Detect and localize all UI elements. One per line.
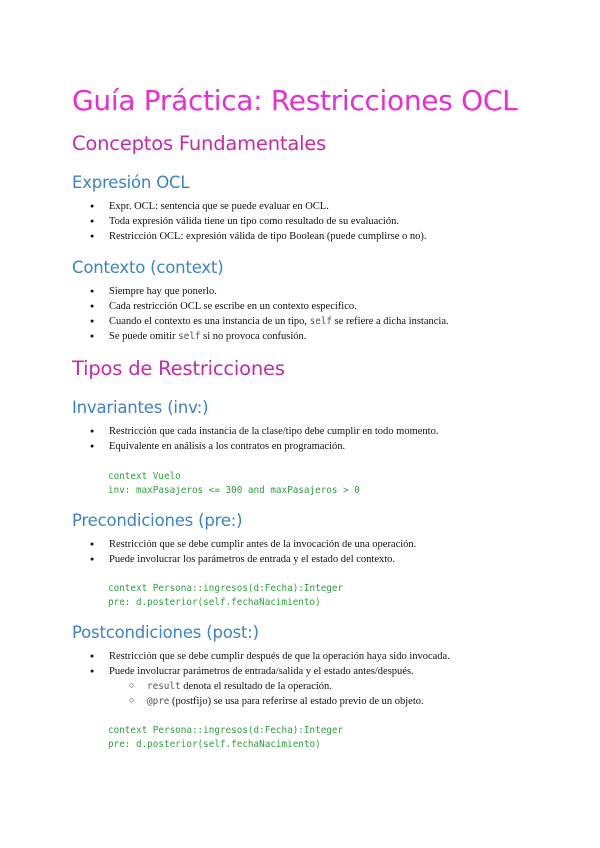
list-item: ● Restricción que se debe cumplir después de que la operación haya sido invocada.	[72, 649, 542, 664]
sub-bullet-list	[109, 679, 542, 709]
code-line: inv: maxPasajeros <= 300 and maxPasajeros > 0	[108, 485, 360, 496]
code-line: pre: d.posterior(self.fechaNacimiento)	[108, 739, 321, 750]
list-item: ● Equivalente en análisis a los contratos en programación.	[72, 439, 542, 454]
inline-code: @pre	[147, 696, 170, 707]
section-heading-tipos: Tipos de Restricciones	[72, 357, 285, 380]
list-item-text: (postfijo) se usa para referirse al estado previo de un objeto.	[169, 696, 424, 707]
inline-code: self	[309, 316, 333, 327]
subsection-heading-invariantes: Invariantes (inv:)	[72, 398, 209, 417]
page-title: Guía Práctica: Restricciones OCL	[72, 84, 518, 117]
bullet-list-precondiciones	[72, 537, 542, 567]
list-item: ● Cada restricción OCL se escribe en un contexto específico.	[72, 299, 542, 314]
code-block-invariantes	[108, 470, 360, 498]
list-item	[72, 664, 542, 709]
inline-code: self	[178, 331, 201, 342]
sub-list-item	[109, 694, 542, 709]
sub-list-item	[109, 679, 542, 694]
bullet-list-expresion	[72, 199, 542, 244]
list-item-text: denota el resultado de la operación.	[180, 681, 332, 692]
list-item: ● Puede involucrar los parámetros de entrada y el estado del contexto.	[72, 552, 542, 567]
code-line: context Vuelo	[108, 471, 181, 482]
list-item: ● Restricción que se debe cumplir antes de la invocación de una operación.	[72, 537, 542, 552]
list-item	[72, 329, 542, 344]
list-item-text: se refiere a dicha instancia.	[332, 316, 449, 327]
subsection-heading-precondiciones: Precondiciones (pre:)	[72, 511, 243, 530]
subsection-heading-expresion: Expresión OCL	[72, 173, 190, 192]
code-line: context Persona::ingresos(d:Fecha):Integer	[108, 583, 344, 594]
list-item: ● Restricción que cada instancia de la clase/tipo debe cumplir en todo momento.	[72, 424, 542, 439]
list-item-text: Cuando el contexto es una instancia de un tipo,	[109, 316, 310, 327]
subsection-heading-postcondiciones: Postcondiciones (post:)	[72, 623, 259, 642]
code-line: context Persona::ingresos(d:Fecha):Integer	[108, 725, 344, 736]
subsection-heading-contexto: Contexto (context)	[72, 258, 224, 277]
section-heading-conceptos: Conceptos Fundamentales	[72, 132, 327, 155]
code-block-precondiciones	[108, 582, 343, 610]
list-item: ● Expr. OCL: sentencia que se puede evaluar en OCL.	[72, 199, 542, 214]
inline-code: result	[147, 681, 181, 692]
list-item: ● Restricción OCL: expresión válida de tipo Boolean (puede cumplirse o no).	[72, 229, 542, 244]
list-item-text: Se puede omitir	[109, 331, 179, 342]
list-item: ● Siempre hay que ponerlo.	[72, 284, 542, 299]
bullet-list-postcondiciones	[72, 649, 542, 709]
list-item-text: si no provoca confusión.	[200, 331, 307, 342]
code-block-postcondiciones	[108, 724, 343, 752]
code-line: pre: d.posterior(self.fechaNacimiento)	[108, 597, 321, 608]
list-item-text: Puede involucrar parámetros de entrada/salida y el estado antes/después.	[109, 666, 414, 677]
bullet-list-contexto	[72, 284, 542, 344]
bullet-list-invariantes	[72, 424, 542, 454]
list-item: ● Toda expresión válida tiene un tipo como resultado de su evaluación.	[72, 214, 542, 229]
list-item	[72, 314, 542, 329]
